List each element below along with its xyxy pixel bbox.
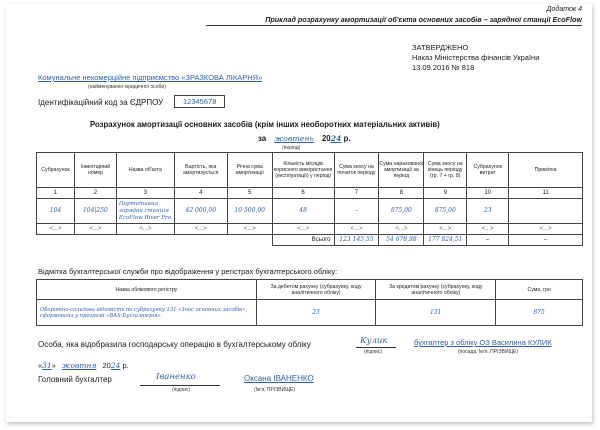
date-month: жовтня	[61, 361, 97, 370]
column-number: 2	[74, 188, 116, 199]
gap-cell: <...>	[509, 224, 583, 235]
example-title: Приклад розрахунку амортизації об'єкта основних засобів – зарядної станції EcoFlow	[265, 15, 582, 24]
period-for-label: за	[258, 134, 267, 143]
col-header: Сума зносу на початок періоду	[334, 153, 379, 188]
col-header: Примітка	[509, 153, 583, 188]
header-rule	[206, 25, 582, 26]
gap-cell: <...>	[74, 224, 116, 235]
col-sum: Сума, грн	[496, 280, 583, 300]
edrpou-label: Ідентифікаційний код за ЄДРПОУ	[38, 98, 164, 107]
cell-useful-months: 48	[272, 199, 334, 224]
period-caption: (період)	[282, 145, 301, 151]
date-year-unit: р.	[122, 361, 129, 370]
total-wear-end: 177 824,51	[424, 235, 467, 246]
column-number: 9	[424, 188, 467, 199]
responsible-signature-caption: (підпис)	[364, 349, 383, 355]
cell-expense-subaccount: 23	[467, 199, 509, 224]
period-month: жовтень	[274, 134, 314, 143]
total-dash: –	[467, 235, 509, 246]
document-sheet	[6, 4, 592, 422]
column-number: 3	[116, 188, 174, 199]
table-row	[37, 199, 583, 224]
chief-label: Головний бухгалтер	[38, 375, 112, 384]
approval-line-2: Наказ Міністерства фінансів України	[412, 53, 540, 62]
date-open-quote: «	[38, 361, 43, 370]
gap-cell: <...>	[37, 224, 75, 235]
accounting-heading: Відмітка бухгалтерської служби про відображення у регістрах бухгалтерського обліку:	[38, 267, 338, 276]
total-wear-start: 123 145,55	[334, 235, 379, 246]
appendix-label: Додаток 4	[546, 6, 582, 13]
accounting-table	[36, 279, 583, 326]
organization-caption: (найменування юридичної особи)	[88, 84, 166, 90]
column-number: 7	[334, 188, 379, 199]
gap-cell: <...>	[174, 224, 227, 235]
credit-value: 131	[376, 300, 496, 326]
col-header: Вартість, яка амортизується	[174, 153, 227, 188]
chief-name-caption: (Ім'я, ПРІЗВИЩЕ)	[254, 387, 295, 393]
form-title: Розрахунок амортизації основних засобів (крім інших необоротних матеріальних активів)	[90, 120, 440, 129]
chief-name: Оксана ІВАНЕНКО	[244, 374, 314, 383]
date-close-quote: »	[51, 361, 56, 370]
period-year-prefix: 20	[321, 134, 331, 143]
gap-cell: <...>	[467, 224, 509, 235]
depreciation-table	[36, 152, 583, 246]
totals-row	[37, 235, 583, 246]
totals-spacer	[37, 235, 273, 246]
cell-object-name: Портативна зарядна станція EcoFlow River Pro	[116, 199, 174, 224]
column-number: 5	[227, 188, 272, 199]
cell-annual-depreciation: 10 500,00	[227, 199, 272, 224]
gap-cell: <...>	[334, 224, 379, 235]
col-register: Назва облікового регістру	[37, 280, 257, 300]
cell-note	[509, 199, 583, 224]
col-debit: За дебетом рахунку (субрахунку, коду аналітичного обліку)	[256, 280, 376, 300]
gap-cell: <...>	[227, 224, 272, 235]
column-number: 6	[272, 188, 334, 199]
cell-subaccount: 104	[37, 199, 75, 224]
gap-cell: <...>	[116, 224, 174, 235]
approval-line-3: 13.09.2016 № 818	[412, 63, 475, 72]
accounting-row	[37, 300, 583, 326]
column-number: 4	[174, 188, 227, 199]
debit-value: 23	[256, 300, 376, 326]
chief-signature-line	[140, 385, 220, 386]
column-number: 1	[37, 188, 75, 199]
col-header: Субрахунок	[37, 153, 75, 188]
totals-label: Всього	[272, 235, 334, 246]
period-year-unit: р.	[343, 134, 351, 143]
chief-signature-caption: (підпис)	[172, 387, 191, 393]
period-line	[258, 134, 351, 143]
column-number: 8	[379, 188, 424, 199]
approval-line-1: ЗАТВЕРДЖЕНО	[412, 43, 469, 52]
col-header: Інвентарний номер	[74, 153, 116, 188]
chief-signature: Іваненко	[156, 372, 196, 382]
cell-accrued-depreciation: 875,00	[379, 199, 424, 224]
column-number: 11	[509, 188, 583, 199]
cell-wear-start: –	[334, 199, 379, 224]
gap-cell: <...>	[272, 224, 334, 235]
date-day: 31	[42, 361, 52, 370]
col-credit: За кредитом рахунку (субрахунку, коду аналітичного обліку)	[376, 280, 496, 300]
responsible-signature-line	[356, 347, 396, 348]
cell-wear-end: 875,00	[424, 199, 467, 224]
edrpou-value: 12345678	[174, 95, 225, 108]
column-number: 10	[467, 188, 509, 199]
organization-name: Комунальне некомерційне підприємство «ЗРАЗКОВА ЛІКАРНЯ»	[38, 73, 263, 82]
responsible-label: Особа, яка відобразила господарську операцію в бухгалтерському обліку	[38, 340, 311, 349]
period-year-suffix: 24	[330, 134, 342, 143]
cell-inventory-number: 104|250	[74, 199, 116, 224]
total-accrued: 54 678,98	[379, 235, 424, 246]
date-year-suffix: 24	[110, 361, 121, 370]
responsible-signature: Кулик	[360, 336, 388, 346]
total-dash-2: –	[509, 235, 583, 246]
date-line	[38, 361, 129, 370]
accounting-header-row	[37, 280, 583, 300]
col-header: Кількість місяців корисного використання (експлуатації) у періоді	[272, 153, 334, 188]
col-header: Річна сума амортизації	[227, 153, 272, 188]
column-number-row	[37, 188, 583, 199]
gap-row	[37, 224, 583, 235]
cell-depreciable-cost: 42 000,00	[174, 199, 227, 224]
gap-cell: <...>	[379, 224, 424, 235]
date-year-prefix: 20	[102, 361, 111, 370]
gap-cell: <...>	[424, 224, 467, 235]
col-header: Сума нарахованої амортизації за період	[379, 153, 424, 188]
col-header: Субрахунок витрат	[467, 153, 509, 188]
sum-value: 875	[496, 300, 583, 326]
header-row	[37, 153, 583, 188]
col-header: Назва об'єкта	[116, 153, 174, 188]
responsible-position-caption: (посада, Ім'я, ПРІЗВИЩЕ)	[458, 349, 519, 355]
responsible-position: бухгалтер з обліку ОЗ Василина КУЛИК	[414, 338, 552, 347]
register-value: Оборотно-сальдова відомість по субрахунку 131 «Знос основних засобів», сформована у програмі «ВАЅ:Бухгалтерія»	[37, 300, 257, 326]
col-header: Сума зносу на кінець періоду (гр. 7 + гр. 8)	[424, 153, 467, 188]
